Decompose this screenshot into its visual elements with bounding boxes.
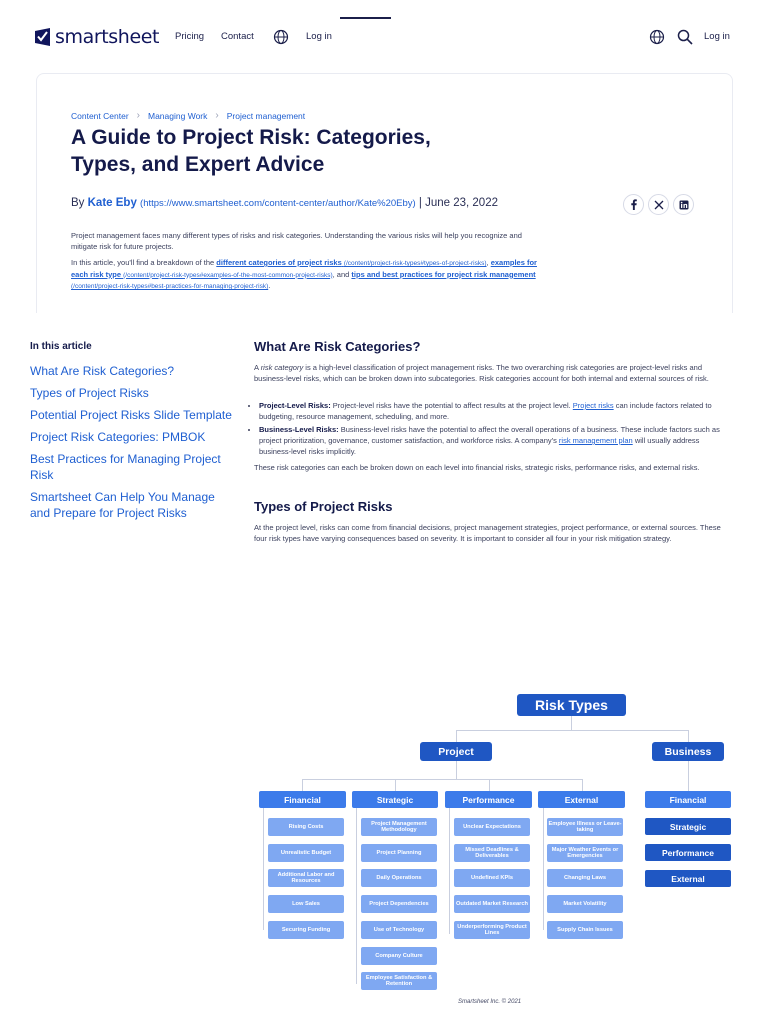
intro-links-paragraph — [71, 258, 541, 293]
facebook-icon — [629, 199, 638, 210]
business-node: Business — [652, 742, 724, 761]
categories-link-text: different categories of project risks — [216, 258, 342, 267]
linkedin-share-button[interactable] — [673, 194, 694, 215]
list-item — [259, 400, 726, 422]
business-financial-node: Financial — [645, 791, 731, 808]
risk-item: Company Culture — [361, 947, 437, 965]
project-level-label: Project-Level Risks: — [259, 401, 331, 410]
connector-line — [263, 808, 264, 930]
byline — [71, 197, 498, 209]
breadcrumb-content-center[interactable]: Content Center — [71, 110, 129, 121]
diagram-credit: Smartsheet Inc. © 2021 — [458, 999, 522, 1005]
project-performance-node: Performance — [445, 791, 532, 808]
risk-item: Additional Labor and Resources — [268, 869, 344, 887]
active-indicator — [340, 17, 391, 19]
risk-item: Employee Illness or Leave-taking — [547, 818, 623, 836]
connector-line — [456, 761, 457, 779]
risk-item: Project Management Methodology — [361, 818, 437, 836]
table-of-contents — [30, 363, 235, 527]
business-performance-node: Performance — [645, 844, 731, 861]
project-financial-node: Financial — [259, 791, 346, 808]
risk-item: Changing Laws — [547, 869, 623, 887]
categories-link[interactable] — [216, 258, 486, 267]
connector-line — [543, 808, 544, 930]
risk-item: Low Sales — [268, 895, 344, 913]
author-url[interactable]: (https://www.smartsheet.com/content-center/author/Kate%20Eby) — [140, 198, 416, 209]
definition-term: risk category — [260, 363, 304, 372]
section-heading-risk-categories: What Are Risk Categories? — [254, 339, 421, 354]
connector-line — [449, 808, 450, 934]
search-icon[interactable] — [677, 29, 693, 45]
tips-link-text: tips and best practices for project risk management — [351, 269, 536, 279]
nav-login-link[interactable]: Log in — [306, 31, 332, 42]
connector-line — [356, 808, 357, 984]
risk-item: Project Planning — [361, 844, 437, 862]
breadcrumb-project-management[interactable]: Project management — [226, 110, 306, 121]
connector-line — [571, 715, 572, 730]
risk-item: Use of Technology — [361, 921, 437, 939]
toc-title: In this article — [30, 341, 92, 352]
business-level-text-2: will usually address business-level risks implicitly. — [259, 436, 700, 456]
risk-breakdown-paragraph: These risk categories can each be broken down on each level into financial risks, strategic risks, performance risks, and external risks. — [254, 463, 700, 472]
brand-name: smartsheet — [55, 26, 160, 48]
risk-item: Underperforming Product Lines — [454, 921, 530, 939]
risk-types-diagram — [250, 688, 750, 1013]
chevron-right-icon: › — [136, 110, 140, 121]
top-navigation — [0, 0, 768, 74]
tips-link-url: (/content/project-risk-types#best-practices-for-managing-project-risk) — [71, 283, 269, 290]
risk-item: Securing Funding — [268, 921, 344, 939]
toc-item-smartsheet-help[interactable]: Smartsheet Can Help You Manage and Prepare for Project Risks — [30, 490, 215, 520]
project-strategic-node: Strategic — [352, 791, 438, 808]
examples-link-text: examples for each risk type — [71, 258, 537, 279]
risk-item: Unclear Expectations — [454, 818, 530, 836]
nav-contact-link[interactable]: Contact — [221, 31, 254, 42]
project-external-node: External — [538, 791, 625, 808]
breadcrumb-managing-work[interactable]: Managing Work — [148, 110, 208, 121]
section-heading-types-of-risks: Types of Project Risks — [254, 499, 393, 514]
project-level-text: Project-level risks have the potential to affect results at the project level. — [332, 401, 571, 410]
connector-line — [688, 761, 689, 791]
risk-types-root: Risk Types — [517, 694, 626, 716]
list-item — [259, 424, 726, 457]
risk-level-list — [259, 400, 726, 459]
connector-line — [489, 779, 490, 791]
risk-category-definition — [254, 362, 726, 384]
connector-line — [688, 730, 689, 742]
risk-item: Project Dependencies — [361, 895, 437, 913]
risk-item: Missed Deadlines & Deliverables — [454, 844, 530, 862]
nav-pricing-link[interactable]: Pricing — [175, 31, 205, 42]
globe-icon[interactable] — [649, 29, 665, 45]
definition-body: is a high-level classification of project management risks. The two overarching risk categories are project-level risks and business-level risks, which can be broken down into subcategories. Risk categories account for both internal and external sources of risk. — [254, 363, 709, 383]
linkedin-icon — [679, 200, 689, 210]
connector-line — [456, 730, 688, 731]
risk-item: Daily Operations — [361, 869, 437, 887]
risk-item: Supply Chain Issues — [547, 921, 623, 939]
definition-prefix: A — [254, 363, 259, 372]
connector-line — [395, 779, 396, 791]
breadcrumb — [71, 110, 305, 121]
chevron-right-icon: › — [215, 110, 219, 121]
business-external-node: External — [645, 870, 731, 887]
globe-icon[interactable] — [273, 29, 289, 45]
intro-and: , and — [332, 269, 350, 279]
project-node: Project — [420, 742, 492, 761]
types-of-risks-paragraph: At the project level, risks can come from financial decisions, project management strategies, project performance, or external sources. These four risk types have varying consequences based on severity. It is important to consider all four in your risk mitigation strategy. — [254, 523, 721, 543]
examples-link-url: (/content/project-risk-types#examples-of-the-most-common-project-risks) — [123, 271, 333, 279]
byline-separator: | — [418, 197, 422, 209]
smartsheet-logo[interactable] — [35, 26, 159, 48]
right-login-link[interactable]: Log in — [704, 31, 730, 42]
risk-item: Outdated Market Research — [454, 895, 530, 913]
risk-item: Market Volatility — [547, 895, 623, 913]
toc-item-pmbok[interactable]: Project Risk Categories: PMBOK — [30, 430, 206, 444]
intro-prefix: In this article, you'll find a breakdown of the — [71, 258, 215, 267]
x-share-button[interactable] — [648, 194, 669, 215]
publish-date: June 23, 2022 — [425, 197, 498, 209]
connector-line — [302, 779, 582, 780]
categories-link-url: (/content/project-risk-types#types-of-project-risks) — [343, 260, 487, 267]
x-icon — [654, 200, 664, 210]
facebook-share-button[interactable] — [623, 194, 644, 215]
connector-line — [302, 779, 303, 791]
business-strategic-node: Strategic — [645, 818, 731, 835]
intro-comma: , — [486, 258, 489, 267]
toc-item-types-of-risks[interactable]: Types of Project Risks — [30, 386, 149, 400]
risk-management-plan-link[interactable]: risk management plan — [558, 436, 633, 445]
risk-item: Rising Costs — [268, 818, 344, 836]
page-title: A Guide to Project Risk: Categories, Types, and Expert Advice — [71, 126, 431, 176]
project-risks-link[interactable]: Project risks — [572, 401, 614, 410]
risk-item: Employee Satisfaction & Retention — [361, 972, 437, 990]
risk-item: Undefined KPIs — [454, 869, 530, 887]
toc-item-slide-template[interactable]: Potential Project Risks Slide Template — [30, 408, 232, 422]
toc-item-risk-categories[interactable]: What Are Risk Categories? — [30, 364, 175, 378]
toc-item-best-practices[interactable]: Best Practices for Managing Project Risk — [30, 452, 221, 482]
intro-paragraph: Project management faces many different types of risks and risk categories. Understanding the various risks will help you recognize and mitigate risk for future projects. — [71, 231, 522, 251]
risk-item: Major Weather Events or Emergencies — [547, 844, 623, 862]
business-level-label: Business-Level Risks: — [259, 425, 339, 434]
project-level-text-2: can include factors related to budgeting, resource management, scheduling, and more. — [259, 401, 712, 421]
risk-item: Unrealistic Budget — [268, 844, 344, 862]
business-level-text: Business-level risks have the potential to affect the overall operations of a business. These include factors such as project prioritization, governance, customer satisfaction, and workforce risks. A company's — [259, 425, 720, 445]
intro-end: . — [268, 281, 271, 290]
connector-line — [582, 779, 583, 791]
smartsheet-logo-icon — [35, 28, 50, 46]
connector-line — [456, 730, 457, 742]
author-link[interactable]: Kate Eby — [87, 197, 137, 209]
byline-prefix: By — [71, 197, 85, 209]
